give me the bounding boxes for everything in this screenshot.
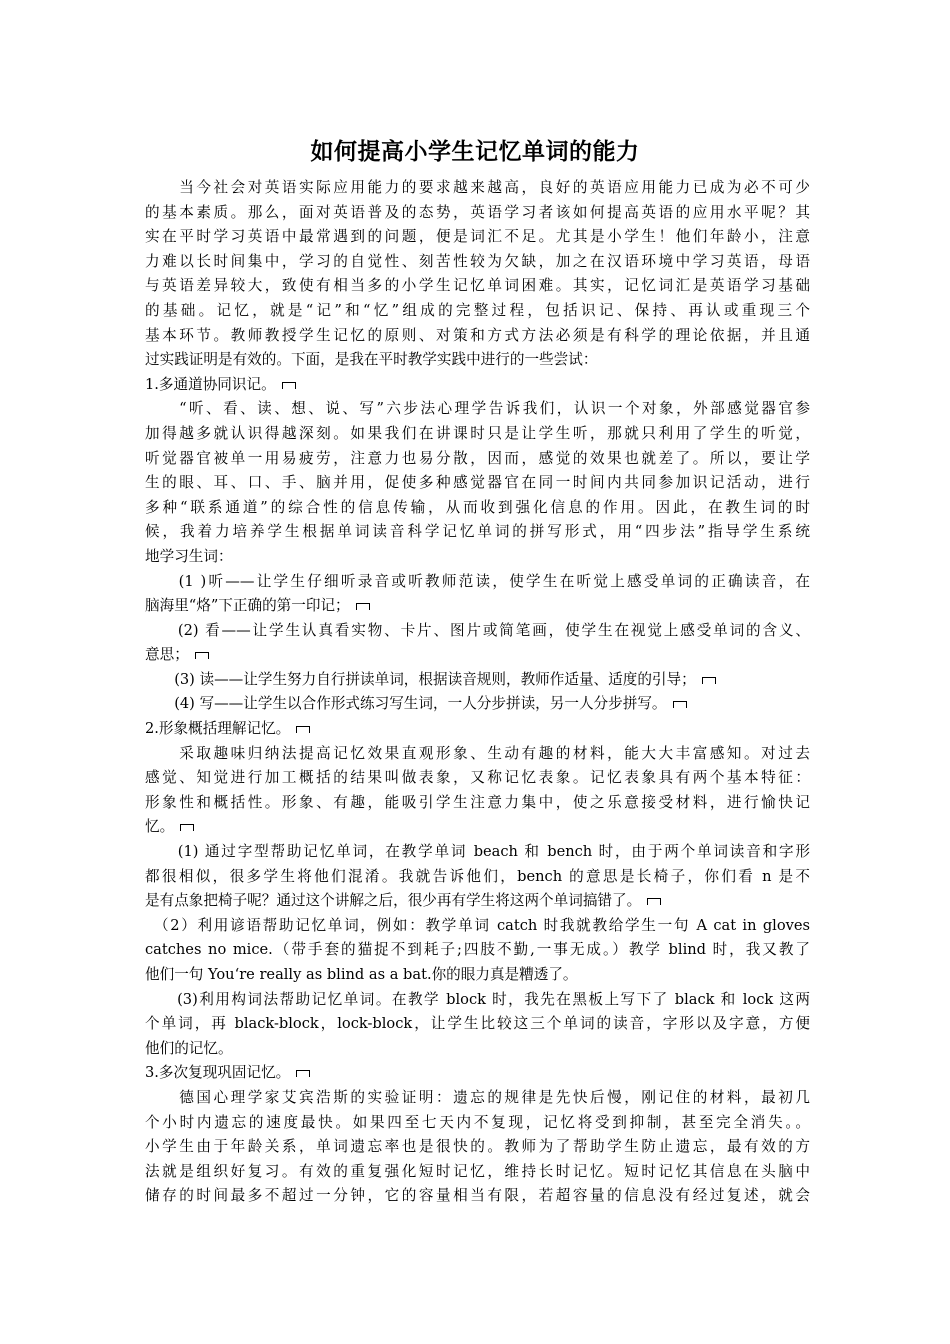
line-text: 基本环节。教师教授学生记忆的原则、对策和方式方法必须是有科学的理论依据，并且通	[145, 326, 810, 344]
text-line	[145, 594, 810, 619]
text-line	[145, 840, 810, 865]
paragraph-mark-icon	[296, 726, 310, 733]
text-line	[145, 889, 810, 914]
paragraph-mark-icon	[647, 898, 661, 905]
document-title: 如何提高小学生记忆单词的能力	[310, 139, 640, 165]
line-text: 形象性和概括性。形象、有趣，能吸引学生注意力集中，使之乐意接受材料，进行愉快记	[145, 793, 810, 811]
text-line	[145, 250, 810, 275]
text-line	[145, 1037, 810, 1062]
paragraph-mark-icon	[673, 701, 687, 708]
line-text: 小学生由于年龄关系，单词遗忘率也是很快的。教师为了帮助学生防止遗忘，最有效的方	[145, 1138, 810, 1156]
text-line	[145, 643, 810, 668]
text-line	[145, 324, 810, 349]
text-line	[145, 938, 810, 963]
line-text: 意思；	[145, 646, 189, 664]
paragraph-mark-icon	[180, 824, 194, 831]
text-line	[145, 717, 810, 742]
text-line	[145, 397, 810, 422]
line-text: (1 )听——让学生仔细听录音或听教师范读，使学生在听觉上感受单词的正确读音，在	[145, 572, 810, 590]
document-body	[145, 176, 810, 1209]
text-line	[145, 545, 810, 570]
text-line	[145, 373, 810, 398]
text-line	[145, 1184, 810, 1209]
paragraph-mark-icon	[356, 603, 370, 610]
text-line	[145, 766, 810, 791]
text-line	[145, 225, 810, 250]
line-text: 个小时内遗忘的速度最快。如果四至七天内不复现，记忆将受到抑制，甚至完全消失。。	[145, 1113, 810, 1131]
line-text: 储存的时间最多不超过一分钟，它的容量相当有限，若超容量的信息没有经过复述，就会	[145, 1187, 810, 1205]
line-text: 3.多次复现巩固记忆。	[145, 1064, 291, 1082]
text-line	[145, 1160, 810, 1185]
text-line	[145, 1111, 810, 1136]
text-line	[145, 742, 810, 767]
line-text: 的基础。记忆，就是“记”和“忆”组成的完整过程，包括识记、保持、再认或重现三个	[145, 301, 810, 319]
text-line	[145, 348, 810, 373]
text-line	[145, 471, 810, 496]
line-text: 个单词，再 black-block，lock-block，让学生比较这三个单词的读音，字形以及字意，方便	[145, 1015, 810, 1033]
text-line	[145, 176, 810, 201]
text-line	[145, 1135, 810, 1160]
line-text: 都很相似，很多学生将他们混淆。我就告诉他们，bench 的意思是长椅子，你们看 n 是不	[145, 867, 810, 885]
paragraph-mark-icon	[296, 1070, 310, 1077]
text-line	[145, 791, 810, 816]
line-text: 当今社会对英语实际应用能力的要求越来越高，良好的英语应用能力已成为必不可少	[145, 179, 810, 196]
text-line	[145, 1061, 810, 1086]
line-text: catches no mice.（带手套的猫捉不到耗子;四肢不勤,一事无成。）教学 blind 时，我又教了	[145, 941, 810, 959]
line-text: 感觉、知觉进行加工概括的结果叫做表象，又称记忆表象。记忆表象具有两个基本特征：	[145, 769, 810, 787]
line-text: (3) 读——让学生努力自行拼读单词，根据读音规则，教师作适量、适度的引导；	[145, 670, 696, 688]
line-text: （2）利用谚语帮助记忆单词，例如：教学单词 catch 时我就教给学生一句 A cat in gloves	[145, 916, 810, 934]
paragraph-mark-icon	[282, 382, 296, 389]
line-text: 与英语差异较大，致使有相当多的小学生记忆单词困难。其实，记忆词汇是英语学习基础	[145, 277, 810, 295]
text-line	[145, 299, 810, 324]
line-text: 力难以长时间集中，学习的自觉性、刻苦性较为欠缺，加之在汉语环境中学习英语，母语	[145, 252, 810, 270]
line-text: 地学习生词：	[145, 547, 233, 565]
text-line	[145, 274, 810, 299]
paragraph-mark-icon	[702, 677, 716, 684]
text-line	[145, 692, 810, 717]
line-text: 过实践证明是有效的。下面，是我在平时教学实践中进行的一些尝试：	[145, 351, 598, 369]
text-line	[145, 496, 810, 521]
text-line	[145, 520, 810, 545]
line-text: 候，我着力培养学生根据单词读音科学记忆单词的拼写形式，用“四步法”指导学生系统	[145, 523, 810, 541]
text-line	[145, 815, 810, 840]
line-text: 2.形象概括理解记忆。	[145, 720, 291, 738]
line-text: 法就是组织好复习。有效的重复强化短时记忆，维持长时记忆。短时记忆其信息在头脑中	[145, 1162, 810, 1180]
text-line	[145, 1086, 810, 1111]
line-text: 实在平时学习英语中最常遇到的问题，便是词汇不足。尤其是小学生！他们年龄小，注意	[145, 228, 810, 246]
text-line	[145, 201, 810, 226]
line-text: (2) 看——让学生认真看实物、卡片、图片或简笔画，使学生在视觉上感受单词的含义、	[145, 621, 810, 639]
line-text: 脑海里“烙”下正确的第一印记；	[145, 597, 350, 615]
line-text: (4) 写——让学生以合作形式练习写生词，一人分步拼读，另一人分步拼写。	[145, 695, 667, 713]
line-text: 的基本素质。那么，面对英语普及的态势，英语学习者该如何提高英语的应用水平呢？其	[145, 203, 810, 221]
text-line	[145, 668, 810, 693]
line-text: 德国心理学家艾宾浩斯的实验证明：遗忘的规律是先快后慢，刚记住的材料，最初几	[145, 1088, 810, 1106]
line-text: 他们一句 You‘re really as blind as a bat.你的眼力真是糟透了。	[145, 966, 578, 983]
text-line	[145, 619, 810, 644]
line-text: 听觉器官被单一用易疲劳，注意力也易分散，因而，感觉的效果也就差了。所以，要让学	[145, 449, 810, 467]
line-text: 加得越多就认识得越深刻。如果我们在讲课时只是让学生听，那就只利用了学生的听觉，	[145, 424, 810, 442]
line-text: 他们的记忆。	[145, 1039, 233, 1057]
text-line	[145, 422, 810, 447]
line-text: (1) 通过字型帮助记忆单词，在教学单词 beach 和 bench 时，由于两个单词读音和字形	[145, 843, 810, 861]
text-line	[145, 1012, 810, 1037]
line-text: “听、看、读、想、说、写”六步法心理学告诉我们，认识一个对象，外部感觉器官参	[145, 400, 810, 418]
line-text: 多种“联系通道”的综合性的信息传输，从而收到强化信息的作用。因此，在教生词的时	[145, 498, 810, 516]
text-line	[145, 963, 810, 988]
text-line	[145, 570, 810, 595]
line-text: 采取趣味归纳法提高记忆效果直观形象、生动有趣的材料，能大大丰富感知。对过去	[145, 744, 810, 762]
text-line	[145, 865, 810, 890]
text-line	[145, 914, 810, 939]
text-line	[145, 988, 810, 1013]
line-text: 1.多通道协同识记。	[145, 375, 276, 393]
paragraph-mark-icon	[195, 652, 209, 659]
line-text: (3)利用构词法帮助记忆单词。在教学 block 时，我先在黑板上写下了 black 和 lock 这两	[145, 990, 810, 1008]
text-line	[145, 447, 810, 472]
line-text: 忆。	[145, 818, 175, 836]
line-text: 生的眼、耳、口、手、脑并用，促使多种感觉器官在同一时间内共同参加识记活动，进行	[145, 474, 810, 492]
line-text: 是有点象把椅子呢？通过这个讲解之后，很少再有学生将这两个单词搞错了。	[145, 892, 642, 910]
